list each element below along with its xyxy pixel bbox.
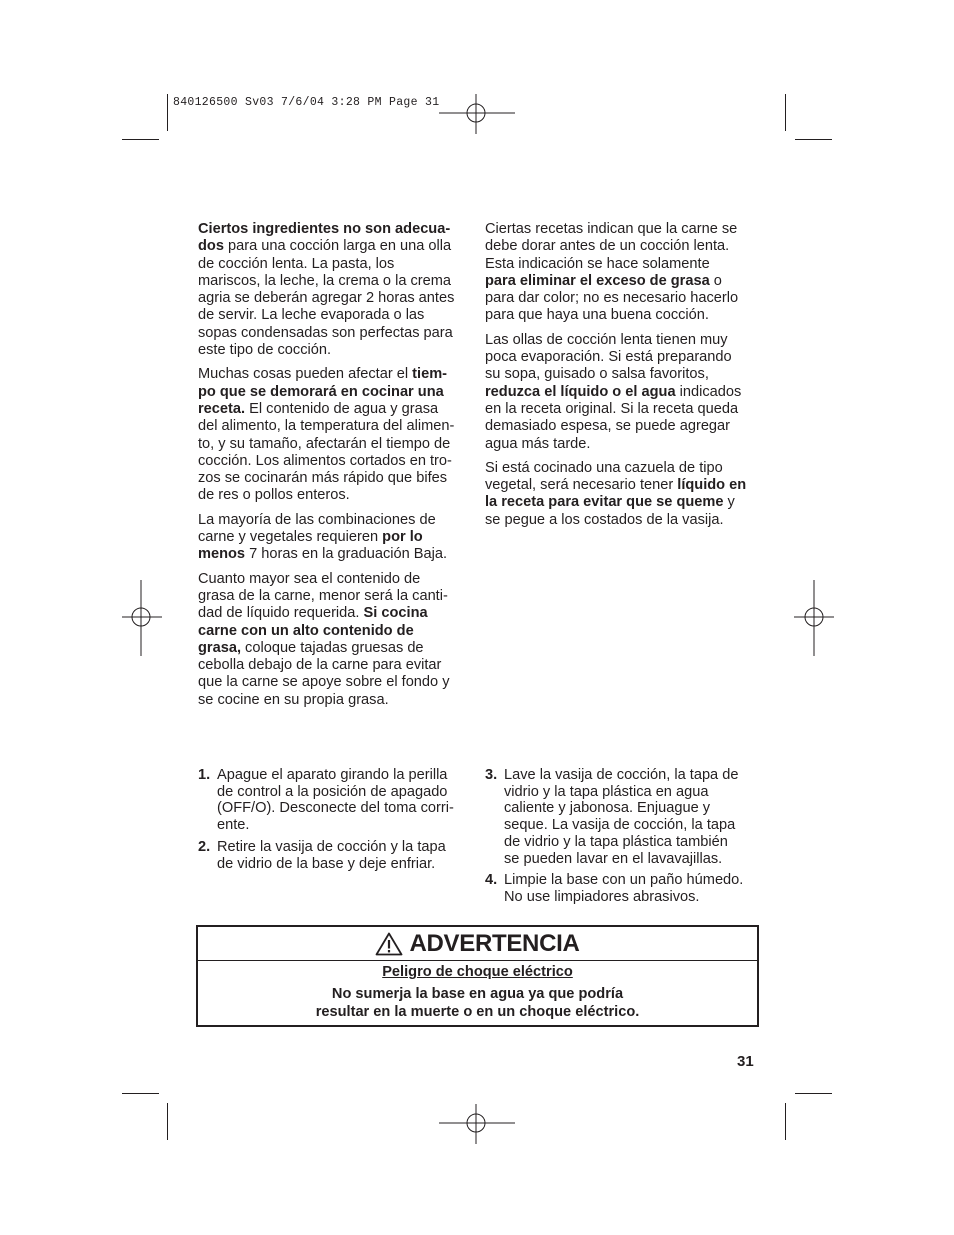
bold-text: Ciertos ingredientes no son adecua-	[198, 221, 451, 237]
step-text: Limpie la base con un paño húmedo. No use limpiadores abrasivos.	[504, 872, 744, 905]
registration-mark-top	[439, 94, 515, 134]
bold-text: carne con un alto contenido de	[198, 622, 414, 639]
step-text: Lave la vasija de cocción, la tapa de vidrio y la tapa plástica en agua caliente y jabonosa. Enjuague y seque. La vasija de cocción, la tapa de vidrio y la tapa plástica también se pueden lavar en el lavavajillas.	[504, 767, 739, 867]
paragraph	[198, 571, 478, 709]
step-number: 1.	[198, 767, 211, 783]
steps-left	[198, 767, 478, 877]
warning-subtitle: Peligro de choque eléctrico	[382, 964, 573, 980]
registration-mark-left	[122, 580, 162, 656]
text: de servir. La leche evaporada o las	[198, 307, 425, 324]
bold-text: tiem-	[412, 366, 448, 383]
text: dad de líquido requerida.	[198, 605, 364, 622]
text: en la receta original. Si la receta queda	[485, 400, 739, 417]
bold-text: por lo	[382, 529, 423, 546]
step-number: 2.	[198, 838, 211, 855]
left-column	[198, 221, 478, 716]
text: Las ollas de cocción lenta tienen muy	[485, 331, 728, 348]
text: agria se deberán agregar 2 horas antes	[198, 290, 455, 307]
text: para una cocción larga en una olla	[223, 238, 452, 255]
text: demasiado espesa, se puede agregar	[485, 418, 731, 435]
bold-text: líquido en	[677, 477, 747, 494]
text: debe dorar antes de un cocción lenta.	[485, 238, 730, 255]
bold-text: receta.	[198, 400, 246, 417]
bold-text: para eliminar el exceso de grasa	[485, 272, 710, 289]
text: poca evaporación. Si está preparando	[485, 349, 732, 366]
paragraph	[485, 460, 765, 529]
steps-right	[485, 767, 765, 911]
step-text: Apague el aparato girando la perilla de control a la posición de apagado (OFF/O). Desconecte del toma corri- ente.	[217, 767, 454, 834]
crop-mark	[795, 139, 832, 140]
bold-text: la receta para evitar que se queme	[485, 494, 724, 511]
bold-text: Si cocina	[363, 605, 428, 622]
step-item	[485, 767, 765, 867]
page-number: 31	[737, 1053, 754, 1070]
registration-mark-right	[794, 580, 834, 656]
step-number: 4.	[485, 872, 498, 889]
right-column	[485, 221, 765, 536]
warning-box	[196, 925, 759, 1027]
text: se cocine en su propia grasa.	[198, 691, 389, 708]
step-item	[485, 872, 765, 905]
text: de cocción lenta. La pasta, los	[198, 255, 395, 272]
paragraph	[198, 512, 478, 564]
step-item	[198, 839, 478, 872]
text: de res o pollos enteros.	[198, 487, 350, 504]
text: indicados	[675, 383, 742, 400]
text: El contenido de agua y grasa	[245, 400, 439, 417]
text: La mayoría de las combinaciones de	[198, 511, 436, 528]
crop-mark	[122, 1093, 159, 1094]
text: se pegue a los costados de la vasija.	[485, 511, 724, 528]
text: Ciertas recetas indican que la carne se	[485, 221, 738, 237]
text: coloque tajadas gruesas de	[241, 639, 424, 656]
text: y	[723, 494, 735, 511]
text: 7 horas en la graduación Baja.	[245, 546, 448, 563]
text: agua más tarde.	[485, 435, 591, 452]
text: grasa de la carne, menor será la canti-	[198, 587, 448, 604]
paragraph	[198, 221, 478, 359]
warning-line: resultar en la muerte o en un choque eléctrico.	[315, 1004, 640, 1020]
crop-mark	[167, 94, 168, 131]
paragraph	[485, 332, 765, 453]
crop-mark	[795, 1093, 832, 1094]
crop-mark	[785, 94, 786, 131]
text: o	[709, 272, 722, 289]
step-item	[198, 767, 478, 834]
bold-text: reduzca el líquido o el agua	[485, 383, 676, 400]
crop-mark	[785, 1103, 786, 1140]
crop-mark	[167, 1103, 168, 1140]
text: carne y vegetales requieren	[198, 529, 383, 546]
text: para que haya una buena cocción.	[485, 307, 709, 324]
warning-header	[198, 927, 757, 961]
step-text: Retire la vasija de cocción y la tapa de vidrio de la base y deje enfriar.	[217, 838, 446, 872]
warning-title: ADVERTENCIA	[409, 929, 580, 957]
paragraph	[485, 221, 765, 325]
warning-line: No sumerja la base en agua ya que podría	[331, 986, 624, 1002]
text: Muchas cosas pueden afectar el	[198, 366, 413, 383]
paragraph	[198, 366, 478, 504]
registration-mark-bottom	[439, 1104, 515, 1144]
bold-text: po que se demorará en cocinar una	[198, 383, 444, 400]
text: vegetal, será necesario tener	[485, 477, 678, 494]
text: Esta indicación se hace solamente	[485, 255, 710, 272]
step-number: 3.	[485, 767, 498, 783]
text: Cuanto mayor sea el contenido de	[198, 570, 421, 587]
bold-text: dos	[198, 238, 224, 255]
warning-triangle-icon	[375, 932, 403, 956]
text: del alimento, la temperatura del alimen-	[198, 418, 455, 435]
text: cebolla debajo de la carne para evitar	[198, 657, 442, 674]
text: Si está cocinado una cazuela de tipo	[485, 459, 723, 476]
text: zos se cocinarán más rápido que bifes	[198, 470, 448, 487]
warning-body	[198, 961, 757, 1021]
text: mariscos, la leche, la crema o la crema	[198, 272, 452, 289]
text: este tipo de cocción.	[198, 342, 332, 359]
text: su sopa, guisado o salsa favoritos,	[485, 366, 709, 383]
crop-mark	[122, 139, 159, 140]
text: to, y su tamaño, afectarán el tiempo de	[198, 435, 451, 452]
text: que la carne se apoye sobre el fondo y	[198, 674, 450, 691]
bold-text: grasa,	[198, 639, 241, 656]
bold-text: menos	[198, 546, 246, 563]
text: cocción. Los alimentos cortados en tro-	[198, 452, 452, 469]
print-slug: 840126500 Sv03 7/6/04 3:28 PM Page 31	[173, 96, 440, 109]
text: sopas condensadas son perfectas para	[198, 324, 453, 341]
text: para dar color; no es necesario hacerlo	[485, 290, 739, 307]
